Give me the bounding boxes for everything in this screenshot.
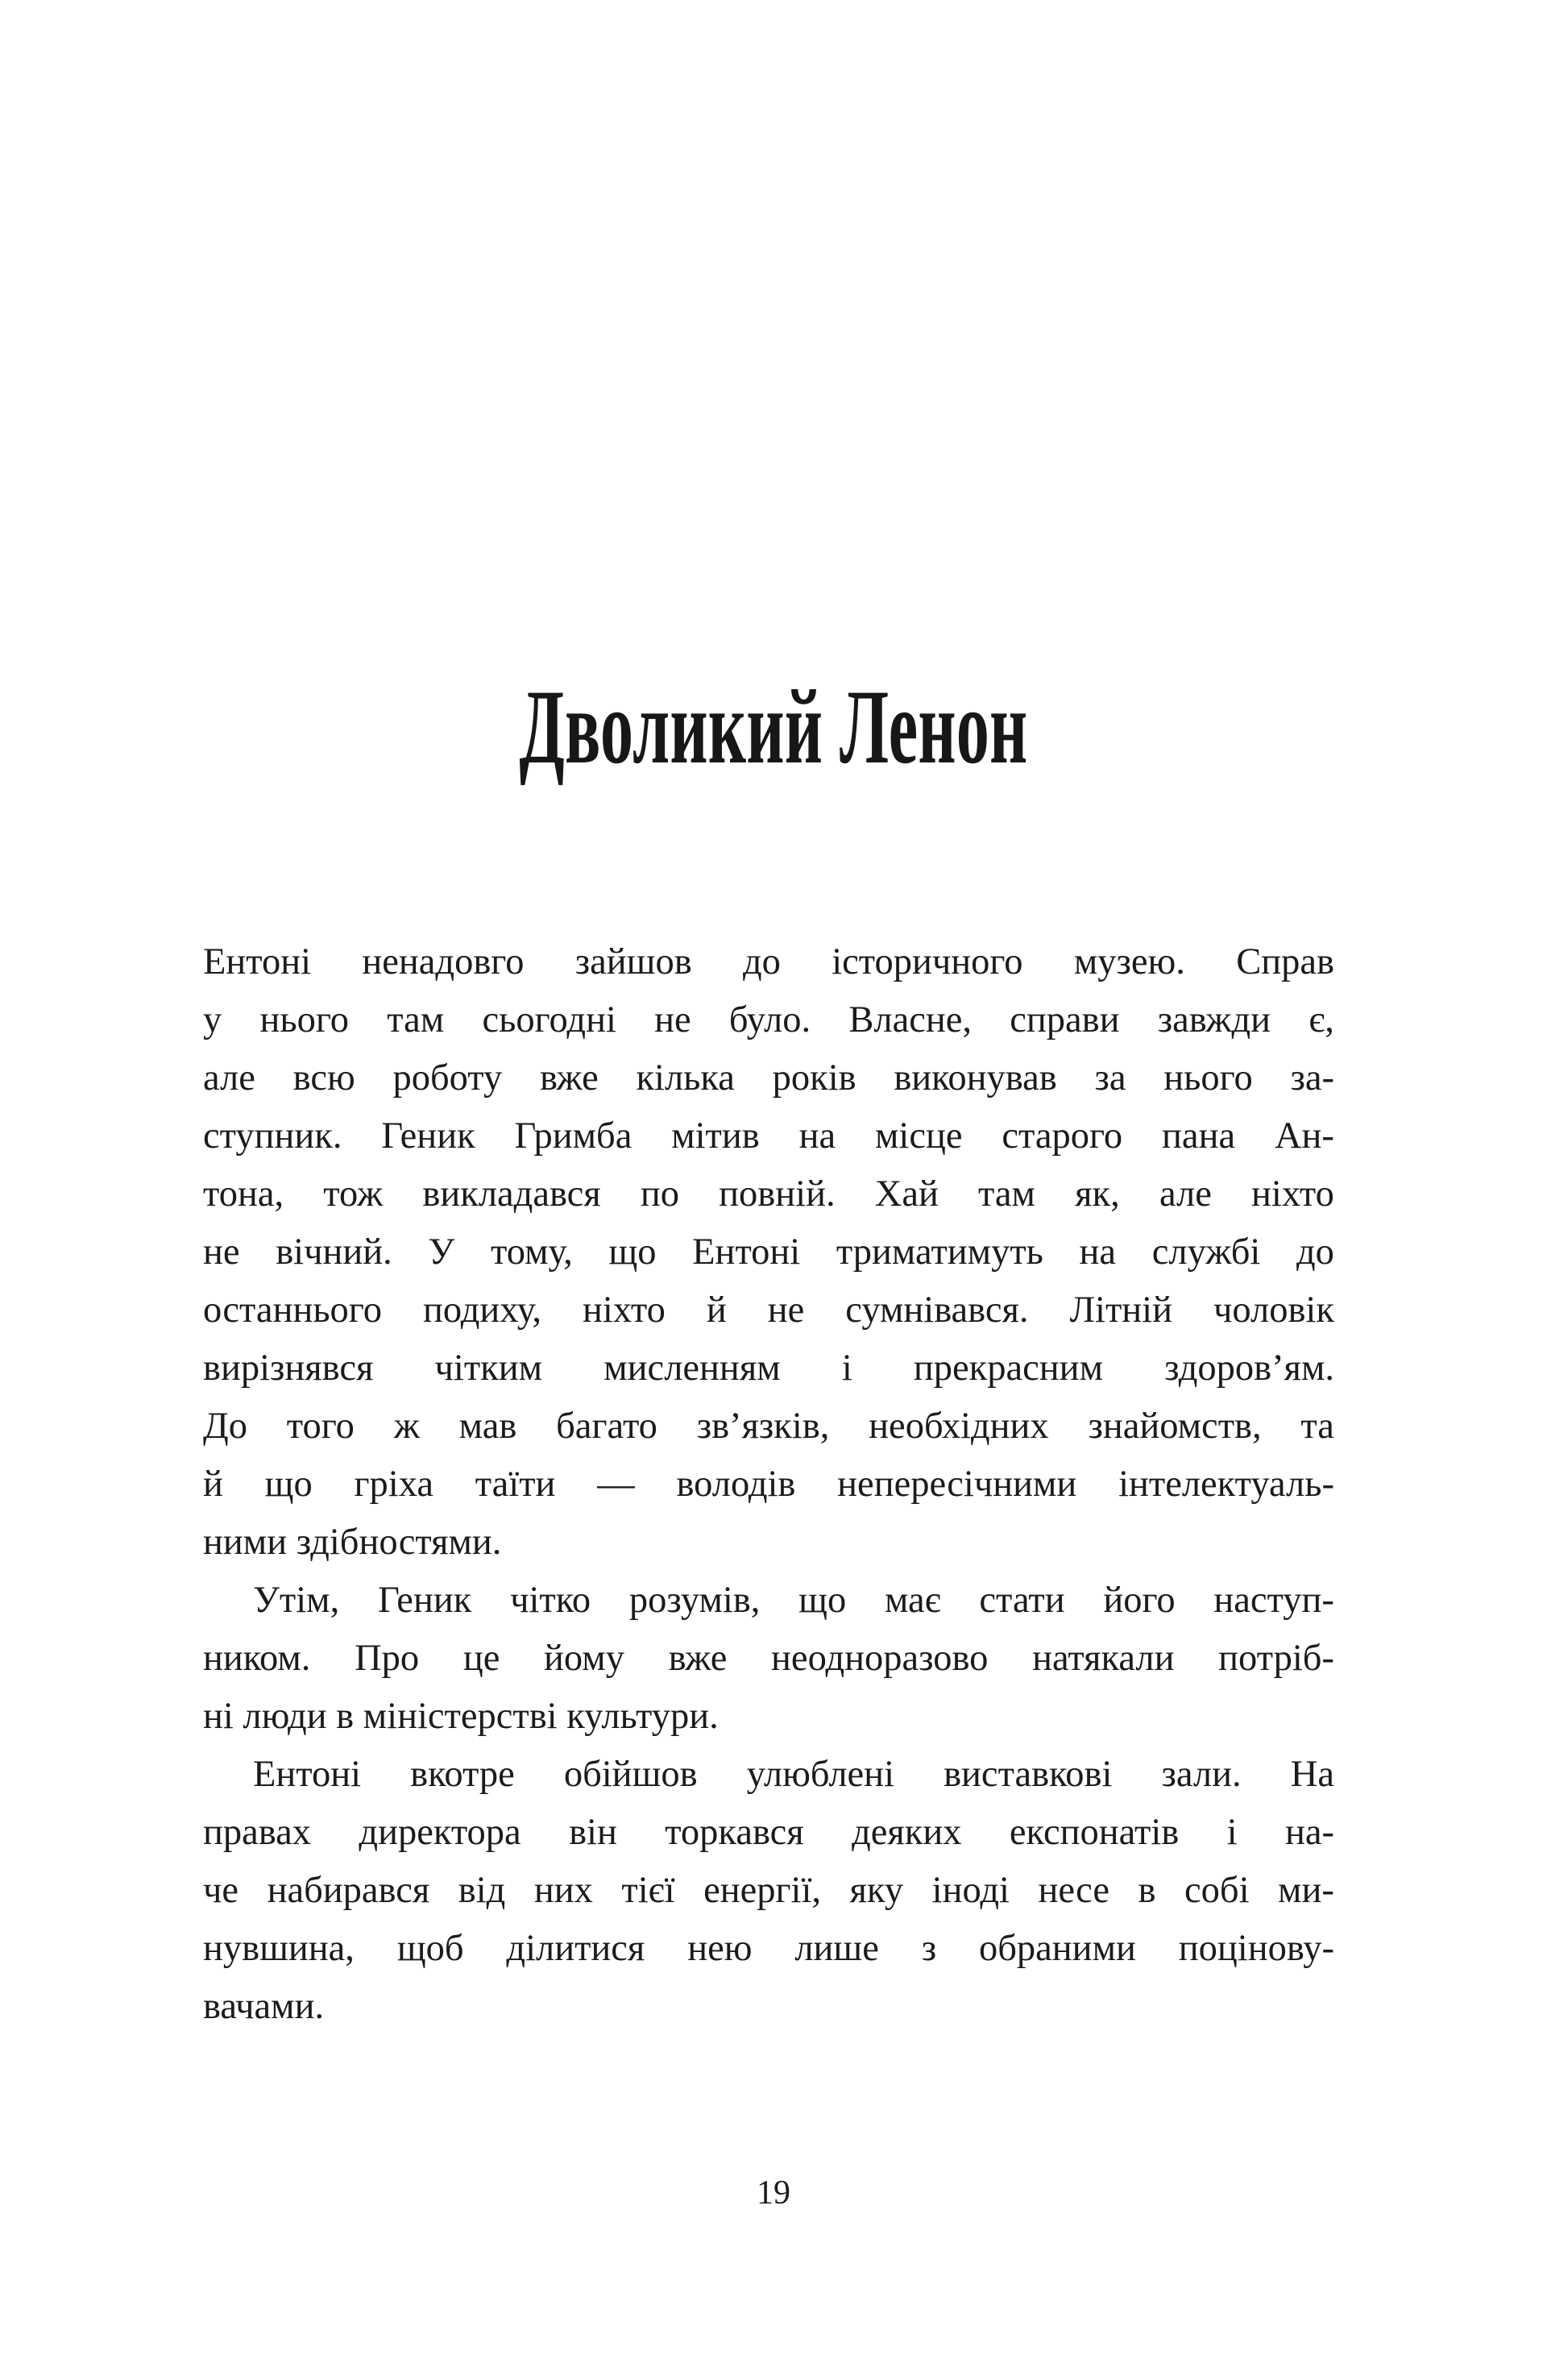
word: вкотре: [410, 1754, 515, 1795]
paragraph: [203, 1572, 1334, 1746]
word: експонатів: [1009, 1812, 1180, 1853]
word: Геник: [377, 1580, 472, 1621]
text-line: ними здібностями.: [203, 1522, 502, 1563]
word: торкався: [665, 1812, 804, 1853]
word: йому: [544, 1638, 624, 1679]
word: Ентоні: [253, 1754, 362, 1795]
word: тієї: [621, 1870, 675, 1911]
text-line: [203, 1340, 1334, 1398]
text-line: [203, 1107, 1334, 1165]
text-line: [203, 1572, 1334, 1630]
word: це: [462, 1638, 500, 1679]
word: необхідних: [869, 1406, 1049, 1447]
word: повній.: [719, 1173, 836, 1215]
word: як,: [1075, 1173, 1120, 1215]
text-line: [203, 1862, 1334, 1920]
word: ділитися: [506, 1928, 645, 1969]
word: Гримба: [514, 1115, 632, 1157]
word: до: [1296, 1232, 1334, 1273]
word: в: [1138, 1870, 1156, 1911]
word: нею: [687, 1928, 753, 1969]
word: тому,: [491, 1232, 573, 1273]
word: Хай: [874, 1173, 939, 1215]
word: стати: [979, 1580, 1065, 1621]
word: непересічними: [837, 1464, 1077, 1505]
word: гріха: [354, 1464, 434, 1505]
word: собі: [1184, 1870, 1250, 1911]
word: несе: [1038, 1870, 1110, 1911]
word: що: [608, 1232, 657, 1273]
word: останнього: [203, 1290, 382, 1331]
word: років: [772, 1057, 856, 1099]
word: справи: [1010, 999, 1120, 1040]
word: сумнівався.: [845, 1290, 1029, 1331]
word: пана: [1162, 1115, 1236, 1157]
word: завжди: [1157, 999, 1271, 1040]
word: він: [569, 1812, 617, 1853]
word: Геник: [381, 1115, 475, 1157]
text-line: вачами.: [203, 1986, 325, 2027]
word: зали.: [1161, 1754, 1242, 1795]
text-line: [203, 1920, 1334, 1978]
word: яку: [849, 1870, 904, 1911]
word: Утім,: [253, 1580, 340, 1621]
word: че: [203, 1870, 239, 1911]
word: таїти: [475, 1464, 556, 1505]
word: мисленням: [603, 1348, 781, 1389]
word: вічний.: [276, 1232, 392, 1273]
text-line: [203, 933, 1334, 991]
word: але: [203, 1057, 255, 1099]
word: щоб: [396, 1928, 464, 1969]
word: подиху,: [422, 1290, 542, 1331]
word: з: [921, 1928, 937, 1969]
word: правах: [203, 1812, 312, 1853]
word: що: [264, 1464, 313, 1505]
text-line: [203, 1398, 1334, 1456]
text-line: [203, 1223, 1334, 1281]
word: всю: [292, 1057, 355, 1099]
paragraph: [203, 1746, 1334, 2036]
word: виставкові: [944, 1754, 1113, 1795]
word: триматимуть: [836, 1232, 1043, 1273]
word: не: [654, 999, 691, 1040]
word: й: [706, 1290, 727, 1331]
word: нього: [1163, 1057, 1253, 1099]
word: прекрасним: [913, 1348, 1103, 1389]
text-line: [203, 1804, 1334, 1862]
word: до: [742, 941, 781, 982]
word: ступник.: [203, 1115, 342, 1157]
word: Власне,: [848, 999, 972, 1040]
paragraph: [203, 933, 1334, 1572]
word: мітив: [671, 1115, 760, 1157]
text-line: [203, 1456, 1334, 1514]
word: набирався: [267, 1870, 430, 1911]
word: обійшов: [563, 1754, 698, 1795]
word: виконував: [894, 1057, 1057, 1099]
word: і: [1226, 1812, 1238, 1853]
word: Про: [355, 1638, 420, 1679]
word: його: [1103, 1580, 1176, 1621]
word: обраними: [979, 1928, 1136, 1969]
word: й: [203, 1464, 223, 1505]
word: потріб-: [1218, 1638, 1334, 1679]
word: лише: [794, 1928, 879, 1969]
word: іноді: [931, 1870, 1010, 1911]
text-line: [203, 1630, 1334, 1688]
word: чітко: [510, 1580, 591, 1621]
word: та: [1300, 1406, 1334, 1447]
word: Ан-: [1274, 1115, 1334, 1157]
word: ніхто: [1251, 1173, 1334, 1215]
word: що: [798, 1580, 847, 1621]
text-line: [203, 1049, 1334, 1107]
word: місце: [874, 1115, 963, 1157]
word: на: [1079, 1232, 1117, 1273]
word: є,: [1309, 999, 1334, 1040]
word: ми-: [1278, 1870, 1334, 1911]
word: До: [203, 1406, 247, 1447]
word: ником.: [203, 1638, 311, 1679]
word: кілька: [636, 1057, 735, 1099]
word: чоловік: [1213, 1290, 1334, 1331]
word: деяких: [852, 1812, 962, 1853]
word: за: [1094, 1057, 1126, 1099]
word: на-: [1284, 1812, 1334, 1853]
word: тож: [323, 1173, 384, 1215]
word: На: [1290, 1754, 1334, 1795]
word: і: [841, 1348, 852, 1389]
word: натякали: [1032, 1638, 1175, 1679]
word: зв’язків,: [696, 1406, 830, 1447]
word: Ентоні: [692, 1232, 801, 1273]
word: там: [387, 999, 445, 1040]
word: Літній: [1069, 1290, 1172, 1331]
word: ніхто: [583, 1290, 666, 1331]
word: музею.: [1073, 941, 1185, 982]
word: них: [533, 1870, 593, 1911]
word: неодноразово: [771, 1638, 989, 1679]
word: службі: [1151, 1232, 1261, 1273]
word: того: [286, 1406, 355, 1447]
word: улюблені: [746, 1754, 894, 1795]
word: не: [203, 1232, 240, 1273]
word: нього: [259, 999, 350, 1040]
text-line: [203, 1165, 1334, 1223]
word: зайшов: [574, 941, 692, 982]
word: там: [978, 1173, 1035, 1215]
word: чітким: [434, 1348, 543, 1389]
word: знайомств,: [1088, 1406, 1262, 1447]
text-line: [203, 1281, 1334, 1340]
body-text: [203, 933, 1334, 2036]
word: викладався: [422, 1173, 601, 1215]
text-line: [203, 991, 1334, 1049]
word: ненадовго: [362, 941, 525, 982]
word: —: [597, 1464, 635, 1505]
word: сьогодні: [482, 999, 616, 1040]
word: багато: [556, 1406, 657, 1447]
word: У: [428, 1232, 455, 1273]
word: по: [640, 1173, 679, 1215]
word: вирізнявся: [203, 1348, 374, 1389]
word: Справ: [1236, 941, 1334, 982]
word: вже: [539, 1057, 599, 1099]
word: директора: [359, 1812, 521, 1853]
text-line: [203, 1746, 1334, 1804]
word: має: [884, 1580, 941, 1621]
word: історичного: [832, 941, 1023, 982]
word: вже: [668, 1638, 728, 1679]
word: мав: [458, 1406, 517, 1447]
word: роботу: [392, 1057, 503, 1099]
word: інтелектуаль-: [1118, 1464, 1334, 1505]
word: тона,: [203, 1173, 284, 1215]
word: на: [798, 1115, 836, 1157]
page-number: 19: [757, 2174, 790, 2212]
word: від: [458, 1870, 506, 1911]
word: енергії,: [703, 1870, 822, 1911]
word: Ентоні: [203, 941, 312, 982]
word: розумів,: [628, 1580, 761, 1621]
text-line: ні люди в міністерстві культури.: [203, 1696, 719, 1737]
word: володів: [676, 1464, 796, 1505]
word: не: [767, 1290, 805, 1331]
word: наступ-: [1213, 1580, 1334, 1621]
word: було.: [728, 999, 811, 1040]
word: за-: [1290, 1057, 1334, 1099]
word: нувшина,: [203, 1928, 355, 1969]
word: здоров’ям.: [1164, 1348, 1334, 1389]
word: поцінову-: [1178, 1928, 1334, 1969]
word: старого: [1002, 1115, 1123, 1157]
word: ж: [393, 1406, 420, 1447]
word: у: [203, 999, 222, 1040]
chapter-title: Дволикий Ленон: [519, 667, 1028, 787]
word: але: [1159, 1173, 1212, 1215]
